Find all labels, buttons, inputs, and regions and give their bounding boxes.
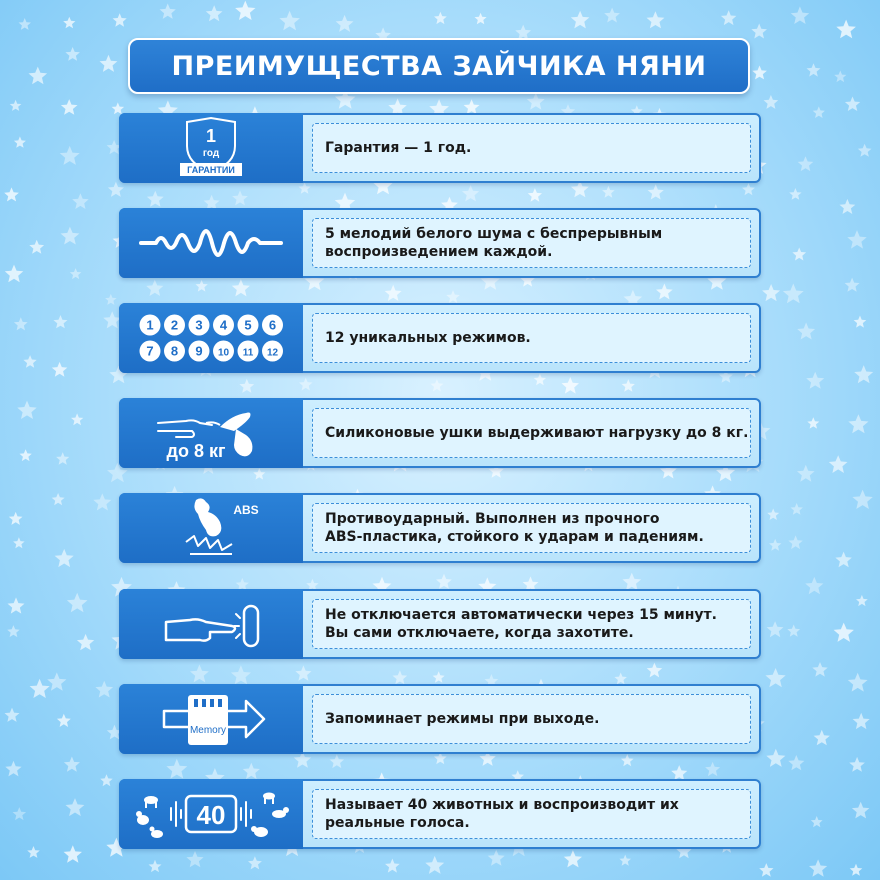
mode-number: 12 — [266, 347, 279, 359]
animals-count: 40 — [196, 800, 226, 830]
star-icon — [385, 285, 402, 301]
star-icon — [809, 859, 827, 876]
star-icon — [836, 20, 856, 39]
feature-text: 12 уникальных режимов. — [325, 330, 531, 346]
star-icon — [527, 93, 545, 110]
star-icon — [19, 18, 32, 30]
star-icon — [55, 549, 74, 567]
star-icon — [4, 187, 19, 201]
mode-number: 5 — [244, 317, 252, 333]
mode-number: 8 — [170, 343, 179, 359]
star-icon — [798, 156, 814, 171]
star-icon — [295, 665, 311, 680]
page-title: ПРЕИМУЩЕСТВА ЗАЙЧИКА НЯНИ — [171, 50, 707, 82]
star-icon — [834, 71, 846, 83]
mode-number: 1 — [146, 317, 154, 333]
star-icon — [206, 5, 223, 21]
star-icon — [787, 625, 800, 637]
star-icon — [279, 11, 300, 31]
star-icon — [8, 597, 25, 613]
star-icon — [797, 323, 815, 340]
star-icon — [93, 493, 111, 510]
star-icon — [462, 185, 479, 201]
star-icon — [5, 265, 24, 283]
star-icon — [232, 190, 248, 205]
star-icon — [27, 846, 40, 858]
star-icon — [788, 755, 804, 770]
star-icon — [253, 468, 265, 480]
numbered-modes-icon — [136, 310, 286, 366]
star-icon — [65, 47, 80, 61]
star-icon — [71, 413, 83, 425]
star-icon — [20, 449, 32, 461]
star-icon — [149, 860, 162, 872]
feature-row-no-autooff — [119, 589, 761, 659]
star-icon — [721, 10, 737, 25]
star-icon — [235, 1, 255, 20]
star-icon — [835, 552, 851, 568]
star-icon — [791, 6, 810, 24]
star-icon — [57, 714, 71, 727]
star-icon — [604, 8, 620, 23]
star-icon — [648, 184, 664, 199]
star-icon — [797, 465, 815, 482]
star-icon — [769, 539, 781, 551]
feature-row-warranty — [119, 113, 761, 183]
star-icon — [105, 294, 117, 305]
star-icon — [614, 673, 627, 685]
star-icon — [806, 372, 824, 389]
star-icon — [528, 188, 542, 202]
star-icon — [13, 807, 27, 820]
star-icon — [622, 573, 641, 591]
feature-text: Называет 40 животных и воспроизводит их реальные голоса. — [325, 797, 679, 831]
star-icon — [854, 316, 867, 328]
star-icon — [765, 668, 785, 687]
mode-number: 10 — [217, 347, 230, 359]
star-icon — [564, 850, 582, 867]
star-icon — [146, 280, 163, 296]
star-icon — [23, 355, 36, 368]
star-icon — [433, 671, 445, 682]
finger-press-button-icon — [136, 592, 286, 656]
animal-sounds-icon — [131, 782, 291, 846]
star-icon — [10, 100, 22, 111]
star-icon — [792, 248, 806, 261]
star-icon — [196, 280, 208, 292]
feature-text: Запоминает режимы при выходе. — [325, 711, 600, 727]
star-icon — [330, 754, 345, 768]
hand-pulling-ears-icon — [136, 401, 286, 465]
mode-number: 7 — [146, 343, 154, 359]
star-icon — [622, 379, 635, 392]
star-icon — [475, 13, 487, 25]
star-icon — [852, 802, 870, 819]
star-icon — [812, 662, 827, 677]
star-icon — [848, 414, 868, 433]
star-icon — [840, 199, 856, 214]
star-icon — [767, 509, 779, 521]
star-icon — [63, 17, 75, 29]
star-icon — [14, 136, 26, 147]
feature-row-memory — [119, 684, 761, 754]
star-icon — [742, 183, 755, 195]
sound-wave-icon — [136, 213, 286, 273]
feature-text: Силиконовые ушки выдерживают нагрузку до 8 кг. — [325, 425, 749, 441]
star-icon — [100, 774, 113, 786]
star-icon — [77, 634, 94, 650]
star-icon — [853, 713, 870, 729]
star-icon — [762, 284, 780, 301]
star-icon — [783, 284, 804, 304]
star-icon — [446, 290, 460, 303]
star-icon — [807, 63, 821, 76]
star-icon — [52, 493, 65, 505]
star-icon — [53, 315, 67, 328]
abs-caption: ABS — [233, 503, 259, 517]
star-icon — [52, 362, 68, 377]
star-icon — [166, 759, 187, 779]
star-icon — [858, 144, 872, 157]
star-icon — [845, 97, 860, 112]
star-icon — [66, 798, 85, 816]
star-icon — [751, 24, 767, 39]
star-icon — [13, 537, 25, 548]
star-icon — [9, 512, 23, 525]
star-icon — [67, 593, 88, 613]
star-icon — [231, 665, 251, 684]
star-icon — [425, 856, 444, 874]
star-icon — [17, 401, 36, 419]
star-icon — [160, 4, 176, 19]
star-icon — [759, 863, 773, 877]
star-icon — [248, 856, 262, 869]
star-icon — [60, 146, 80, 165]
star-icon — [849, 757, 865, 772]
star-icon — [56, 452, 69, 465]
star-icon — [647, 663, 663, 678]
star-icon — [791, 503, 803, 515]
mode-number: 9 — [195, 343, 203, 359]
star-icon — [336, 15, 354, 32]
star-icon — [834, 623, 854, 642]
star-icon — [232, 279, 250, 296]
feature-text: Гарантия — 1 год. — [325, 140, 472, 156]
weight-caption: до 8 кг — [166, 441, 226, 461]
feature-row-animals — [119, 779, 761, 849]
star-icon — [805, 577, 823, 594]
star-icon — [64, 757, 80, 772]
star-icon — [534, 374, 546, 386]
star-icon — [813, 106, 825, 118]
star-icon — [70, 268, 82, 279]
mode-number: 3 — [195, 317, 203, 333]
star-icon — [766, 749, 785, 767]
star-icon — [100, 55, 118, 72]
feature-row-shockproof — [119, 493, 761, 563]
star-icon — [5, 761, 21, 777]
star-icon — [30, 679, 50, 698]
star-icon — [814, 730, 830, 746]
star-icon — [29, 67, 48, 85]
star-icon — [850, 864, 863, 876]
star-icon — [29, 240, 44, 254]
star-icon — [764, 95, 779, 109]
title-banner — [128, 38, 750, 94]
warranty-number: 1 — [205, 126, 217, 146]
star-icon — [47, 672, 66, 690]
star-icon — [571, 11, 590, 29]
star-icon — [64, 845, 82, 863]
star-icon — [7, 625, 20, 637]
star-icon — [430, 379, 443, 391]
star-icon — [385, 859, 400, 873]
star-icon — [186, 851, 203, 867]
star-icon — [856, 595, 868, 606]
star-icon — [656, 284, 673, 300]
feature-row-ears — [119, 398, 761, 468]
star-icon — [108, 182, 124, 197]
star-icon — [602, 186, 615, 198]
star-icon — [852, 490, 872, 509]
star-icon — [72, 193, 89, 209]
star-icon — [705, 762, 720, 776]
star-icon — [436, 574, 452, 589]
star-icon — [788, 535, 802, 549]
star-icon — [61, 99, 78, 115]
star-icon — [847, 230, 866, 249]
star-icon — [5, 708, 20, 722]
feature-text: Не отключается автоматически через 15 минут. Вы сами отключаете, когда захотите. — [325, 607, 717, 641]
star-icon — [299, 182, 311, 194]
star-icon — [562, 377, 580, 394]
star-icon — [243, 763, 260, 779]
star-icon — [845, 278, 860, 292]
warranty-unit: год — [202, 148, 220, 159]
star-icon — [299, 378, 313, 391]
memory-card-icon — [136, 687, 286, 751]
star-icon — [829, 455, 848, 473]
star-icon — [619, 855, 631, 866]
star-icon — [488, 850, 505, 866]
star-icon — [752, 66, 767, 80]
star-icon — [789, 188, 801, 200]
warranty-label: ГАРАНТИИ — [187, 165, 235, 175]
star-icon — [854, 365, 873, 383]
warranty-badge-icon — [156, 116, 266, 180]
star-icon — [621, 754, 634, 766]
star-icon — [61, 227, 80, 245]
star-icon — [434, 12, 447, 24]
mode-number: 11 — [242, 347, 254, 359]
star-icon — [190, 665, 209, 683]
star-icon — [393, 670, 408, 684]
mode-number: 4 — [219, 317, 228, 333]
star-icon — [239, 379, 254, 393]
star-icon — [848, 673, 868, 692]
feature-row-modes — [119, 303, 761, 373]
feature-text: 5 мелодий белого шума с беспрерывным воспроизведением каждой. — [325, 226, 663, 260]
star-icon — [811, 816, 823, 827]
star-icon — [95, 681, 113, 698]
memory-caption: Memory — [189, 725, 227, 736]
star-icon — [647, 11, 665, 28]
star-icon — [767, 621, 784, 637]
mode-number: 6 — [268, 317, 277, 333]
star-icon — [113, 13, 127, 26]
impact-resistant-icon — [136, 496, 286, 560]
feature-text: Противоударный. Выполнен из прочного ABS-пластика, стойкого к ударам и падениям. — [325, 511, 704, 545]
star-icon — [147, 191, 164, 207]
feature-row-white-noise — [119, 208, 761, 278]
star-icon — [14, 317, 28, 330]
mode-number: 2 — [170, 317, 179, 333]
star-icon — [807, 417, 819, 428]
